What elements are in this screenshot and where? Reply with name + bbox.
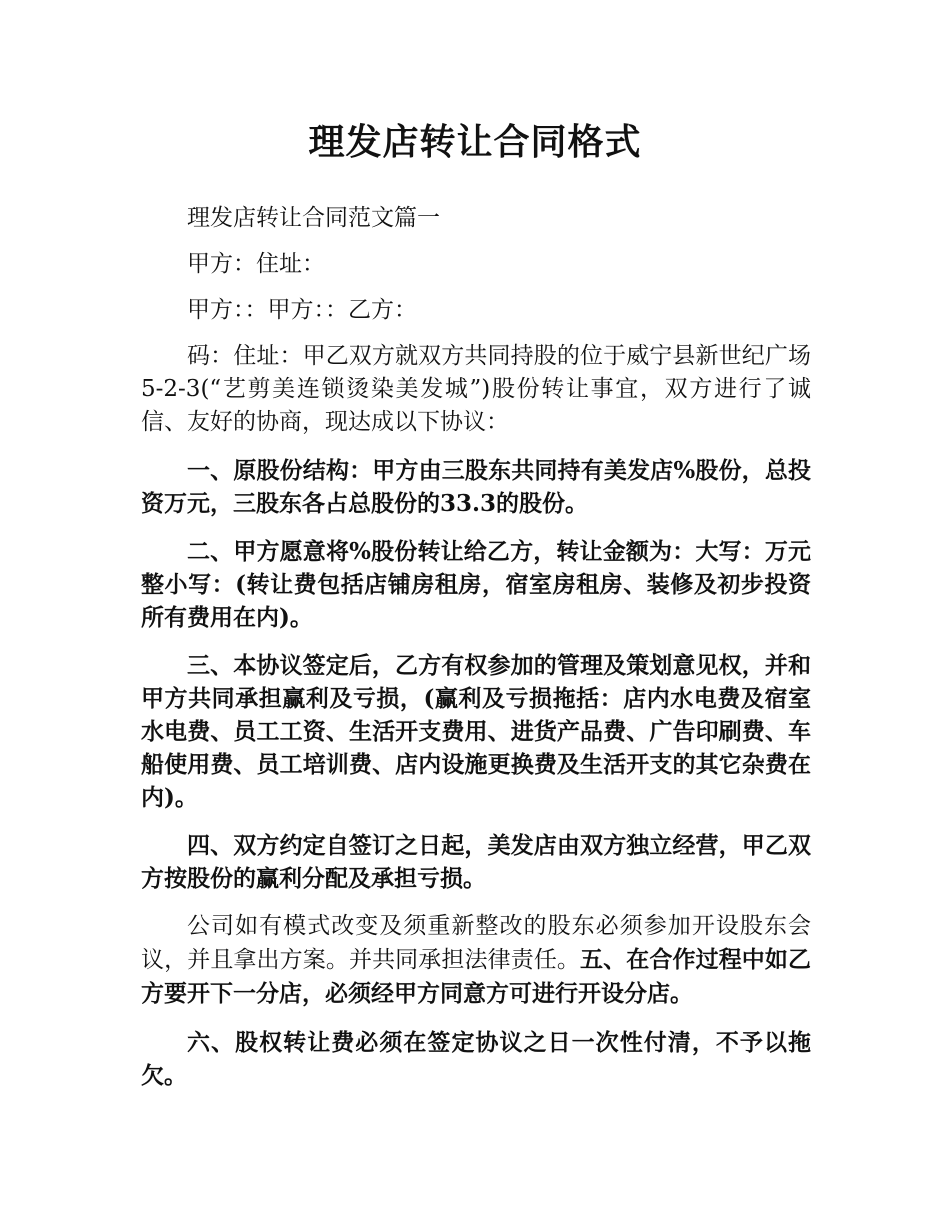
clause-5-paragraph — [141, 910, 811, 1011]
clause-6: 六、股权转让费必须在签定协议之日一次性付清，不予以拖欠。 — [141, 1029, 811, 1089]
paragraph-heading: 理发店转让合同范文篇一 — [187, 205, 440, 231]
document-body — [141, 202, 811, 1092]
paragraph-parties: 甲方：：甲方：：乙方： — [187, 297, 417, 323]
clause-2: 二、甲方愿意将%股份转让给乙方，转让金额为：大写：万元整小写：(转让费包括店铺房租房，宿室房租房、装修及初步投资所有费用在内)。 — [141, 538, 811, 631]
clause-3: 三、本协议签定后，乙方有权参加的管理及策划意见权，并和甲方共同承担赢利及亏损，(赢利及亏损拖括：店内水电费及宿室水电费、员工工资、生活开支费用、进货产品费、广告印刷费、车船使用费、员工培训费、店内设施更换费及生活开支的其它杂费在内)。 — [141, 652, 811, 811]
paragraph-intro: 码：住址：甲乙双方就双方共同持股的位于威宁县新世纪广场5-2-3(“艺剪美连锁烫染美发城”)股份转让事宜，双方进行了诚信、友好的协商，现达成以下协议： — [141, 343, 811, 435]
clause-4: 四、双方约定自签订之日起，美发店由双方独立经营，甲乙双方按股份的赢利分配及承担亏损。 — [141, 832, 811, 892]
clause-1: 一、原股份结构：甲方由三股东共同持有美发店%股份，总投资万元，三股东各占总股份的33.3的股份。 — [141, 457, 811, 517]
paragraph-party-a-address: 甲方：住址： — [187, 251, 325, 277]
clause-5-preamble: 公司如有模式改变及须重新整改的股东必须参加开设股东会议，并且拿出方案。并共同承担法律责任。 — [141, 913, 811, 973]
document-title: 理发店转让合同格式 — [308, 121, 642, 163]
clause-5: 五、在合作过程中如乙方要开下一分店，必须经甲方同意方可进行开设分店。 — [141, 946, 812, 1007]
